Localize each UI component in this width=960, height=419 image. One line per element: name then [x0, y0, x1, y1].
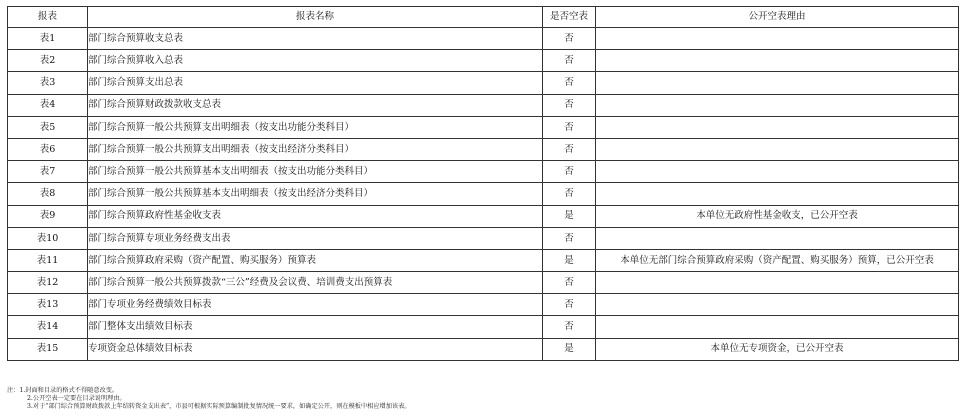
table-row	[8, 138, 959, 160]
cell-is-empty: 否	[543, 116, 596, 138]
cell-report-name: 部门综合预算支出总表	[88, 72, 543, 94]
report-index-sheet	[7, 6, 958, 361]
cell-report-name: 部门综合预算财政拨款收支总表	[88, 94, 543, 116]
cell-empty-reason	[596, 227, 959, 249]
footnote-3: 3.对于“部门综合预算财政拨款上年结转资金支出表”，市县可根据实际预算编制批复情况统一要求，如确定公开，则在模板中相应增加该表。	[27, 403, 411, 410]
table-row	[8, 72, 959, 94]
cell-empty-reason	[596, 116, 959, 138]
cell-is-empty: 否	[543, 272, 596, 294]
cell-report-name: 部门综合预算一般公共预算基本支出明细表（按支出功能分类科目）	[88, 161, 543, 183]
footnote-1: 注：1.封面和目录的格式不得随意改变。	[7, 387, 119, 394]
cell-is-empty: 否	[543, 94, 596, 116]
table-body	[8, 28, 959, 361]
header-report-name: 报表名称	[88, 7, 543, 28]
table-row	[8, 227, 959, 249]
cell-empty-reason	[596, 138, 959, 160]
table-row	[8, 294, 959, 316]
report-index-table	[7, 6, 959, 361]
table-row	[8, 205, 959, 227]
cell-report-name: 部门综合预算专项业务经费支出表	[88, 227, 543, 249]
cell-report-name: 部门综合预算政府采购（资产配置、购买服务）预算表	[88, 249, 543, 271]
cell-report-no: 表10	[8, 227, 88, 249]
cell-is-empty: 否	[543, 50, 596, 72]
table-row	[8, 94, 959, 116]
cell-empty-reason	[596, 50, 959, 72]
cell-report-name: 部门综合预算政府性基金收支表	[88, 205, 543, 227]
footnotes	[7, 387, 410, 411]
footnote-2: 2.公开空表一定要在目录说明理由。	[27, 395, 126, 402]
cell-empty-reason: 本单位无专项资金，已公开空表	[596, 338, 959, 360]
cell-report-no: 表9	[8, 205, 88, 227]
table-row	[8, 28, 959, 50]
cell-empty-reason	[596, 161, 959, 183]
cell-report-no: 表11	[8, 249, 88, 271]
table-row	[8, 50, 959, 72]
table-header-row	[8, 7, 959, 28]
cell-report-name: 部门整体支出绩效目标表	[88, 316, 543, 338]
header-empty-reason: 公开空表理由	[596, 7, 959, 28]
cell-report-no: 表14	[8, 316, 88, 338]
header-report-no: 报表	[8, 7, 88, 28]
cell-empty-reason: 本单位无政府性基金收支，已公开空表	[596, 205, 959, 227]
cell-is-empty: 否	[543, 28, 596, 50]
cell-is-empty: 是	[543, 338, 596, 360]
cell-report-no: 表7	[8, 161, 88, 183]
cell-empty-reason	[596, 316, 959, 338]
table-row	[8, 249, 959, 271]
cell-empty-reason: 本单位无部门综合预算政府采购（资产配置、购买服务）预算，已公开空表	[596, 249, 959, 271]
cell-empty-reason	[596, 94, 959, 116]
cell-is-empty: 否	[543, 138, 596, 160]
cell-is-empty: 是	[543, 249, 596, 271]
table-row	[8, 338, 959, 360]
cell-report-no: 表13	[8, 294, 88, 316]
table-row	[8, 316, 959, 338]
cell-is-empty: 否	[543, 294, 596, 316]
cell-report-name: 部门综合预算一般公共预算支出明细表（按支出功能分类科目）	[88, 116, 543, 138]
cell-report-no: 表3	[8, 72, 88, 94]
cell-is-empty: 否	[543, 316, 596, 338]
cell-is-empty: 否	[543, 183, 596, 205]
cell-empty-reason	[596, 28, 959, 50]
cell-is-empty: 否	[543, 227, 596, 249]
cell-report-name: 部门综合预算收支总表	[88, 28, 543, 50]
header-is-empty: 是否空表	[543, 7, 596, 28]
table-row	[8, 183, 959, 205]
cell-report-name: 部门综合预算一般公共预算基本支出明细表（按支出经济分类科目）	[88, 183, 543, 205]
cell-report-no: 表12	[8, 272, 88, 294]
cell-report-no: 表5	[8, 116, 88, 138]
cell-is-empty: 否	[543, 72, 596, 94]
cell-report-no: 表8	[8, 183, 88, 205]
cell-report-no: 表15	[8, 338, 88, 360]
cell-report-no: 表4	[8, 94, 88, 116]
cell-empty-reason	[596, 272, 959, 294]
table-row	[8, 161, 959, 183]
cell-report-no: 表1	[8, 28, 88, 50]
cell-report-name: 部门综合预算收入总表	[88, 50, 543, 72]
cell-report-no: 表6	[8, 138, 88, 160]
table-row	[8, 116, 959, 138]
cell-empty-reason	[596, 72, 959, 94]
cell-report-name: 部门专项业务经费绩效目标表	[88, 294, 543, 316]
cell-empty-reason	[596, 183, 959, 205]
cell-report-name: 专项资金总体绩效目标表	[88, 338, 543, 360]
cell-report-name: 部门综合预算一般公共预算支出明细表（按支出经济分类科目）	[88, 138, 543, 160]
cell-report-name: 部门综合预算一般公共预算拨款“三公”经费及会议费、培训费支出预算表	[88, 272, 543, 294]
cell-is-empty: 是	[543, 205, 596, 227]
table-row	[8, 272, 959, 294]
cell-report-no: 表2	[8, 50, 88, 72]
cell-is-empty: 否	[543, 161, 596, 183]
cell-empty-reason	[596, 294, 959, 316]
